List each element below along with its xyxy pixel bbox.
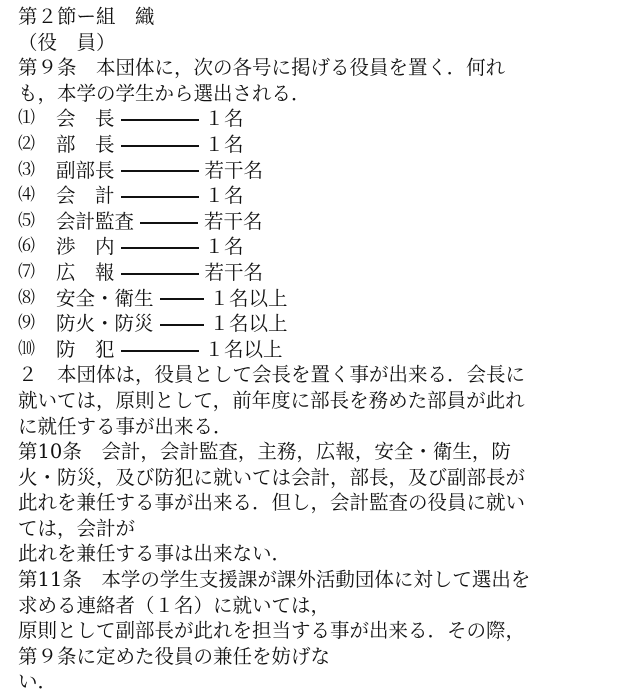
article-10-line-5: 此れを兼任する事は出来ない． — [18, 542, 292, 566]
article-10-line-1: 第10条 会計，会計監査，主務，広報，安全・衛生，防 — [18, 440, 511, 464]
role-quantity: １名以上 — [209, 286, 288, 310]
role-name: 副部長 — [56, 158, 115, 182]
officer-role-row — [18, 209, 621, 235]
role-name: 会 長 — [56, 107, 115, 131]
article-10-line-2: 火・防災，及び防犯に就いては会計，部長，及び副部長が — [18, 465, 526, 489]
officer-role-row — [18, 183, 621, 209]
role-name: 会計監査 — [56, 209, 135, 233]
role-number: ⑹ — [18, 236, 35, 257]
role-quantity: １名 — [204, 235, 244, 259]
article-11-line-2: 求める連絡者（１名）に就いては， — [18, 593, 331, 617]
article-9-para-2-line-3: に就任する事が出来る． — [18, 414, 233, 438]
role-quantity: １名以上 — [209, 312, 288, 336]
role-name: 会 計 — [56, 184, 115, 208]
role-number: ⑷ — [18, 185, 35, 206]
officer-role-row — [18, 106, 621, 132]
officer-role-row — [18, 337, 621, 363]
role-name: 渉 内 — [56, 235, 115, 259]
leader-dash — [121, 119, 199, 121]
role-number: ⑵ — [18, 133, 35, 154]
role-number: ⑴ — [18, 108, 35, 129]
role-quantity: １名 — [204, 107, 244, 131]
article-11-line-3: 原則として副部長が此れを担当する事が出来る．その際， — [18, 619, 526, 643]
article-9-line-1: 第９条 本団体に，次の各号に掲げる役員を置く．何れ — [18, 56, 506, 80]
officer-role-row — [18, 286, 621, 312]
role-number: ⑼ — [18, 313, 35, 334]
leader-dash — [160, 298, 204, 300]
article-9-para-2-line-1: ２ 本団体は，役員として会長を置く事が出来る．会長に — [18, 363, 526, 387]
leader-dash — [121, 196, 199, 198]
role-quantity: 若干名 — [204, 209, 263, 233]
leader-dash — [121, 247, 199, 249]
article-10-line-3: 此れを兼任する事が出来る．但し，会計監査の役員に就い — [18, 491, 526, 515]
article-9-para-2-line-2: 就いては，原則として，前年度に部長を務めた部員が此れ — [18, 388, 525, 412]
officer-role-row — [18, 260, 621, 286]
article-11-line-1: 第11条 本学の学生支援課が課外活動団体に対して選出を — [18, 568, 531, 592]
role-number: ⑸ — [18, 210, 35, 231]
leader-dash — [140, 222, 198, 224]
role-number: ⑺ — [18, 261, 35, 282]
officer-role-row — [18, 132, 621, 158]
leader-dash — [160, 324, 204, 326]
role-name: 防火・防災 — [56, 312, 154, 336]
role-quantity: １名以上 — [204, 337, 283, 361]
leader-dash — [121, 170, 199, 172]
role-quantity: 若干名 — [204, 158, 264, 182]
role-name: 安全・衛生 — [56, 286, 154, 310]
article-10-line-4: ては，会計が — [18, 516, 136, 540]
role-quantity: １名 — [204, 184, 244, 208]
role-number: ⑽ — [18, 338, 35, 359]
officer-roles-list — [18, 106, 621, 362]
leader-dash — [121, 145, 199, 147]
role-name: 部 長 — [56, 132, 115, 156]
article-9-line-2: も，本学の学生から選出される． — [18, 81, 311, 105]
article-9-caption: （役 員） — [18, 30, 116, 54]
article-11-line-4: 第９条に定めた役員の兼任を妨げな — [18, 644, 331, 668]
section-title: 第２節ー組 織 — [18, 5, 155, 28]
leader-dash — [121, 350, 199, 352]
role-name: 広 報 — [56, 260, 115, 284]
role-name: 防 犯 — [56, 337, 115, 361]
officer-role-row — [18, 311, 621, 337]
role-number: ⑶ — [18, 159, 35, 180]
officer-role-row — [18, 234, 621, 260]
role-quantity: 若干名 — [204, 260, 264, 284]
role-quantity: １名 — [204, 132, 244, 156]
officer-role-row — [18, 158, 621, 184]
article-11-line-5: い． — [18, 670, 58, 694]
role-number: ⑻ — [18, 287, 35, 308]
leader-dash — [121, 273, 199, 275]
